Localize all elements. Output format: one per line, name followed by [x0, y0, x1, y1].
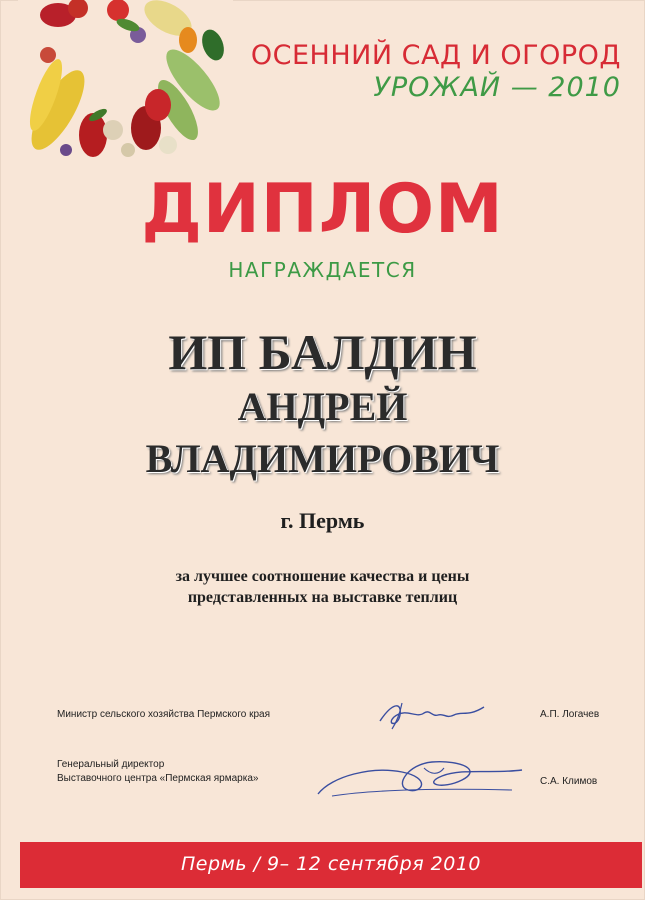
recipient-line2: АНДРЕЙ [237, 384, 408, 429]
exhibition-title [221, 40, 621, 104]
signatory2-position [57, 758, 258, 786]
footer-band [20, 842, 642, 888]
exhibition-title-line2: УРОЖАЙ — 2010 [373, 72, 621, 103]
signatory1-name: А.П. Логачев [540, 709, 600, 720]
awarded-label: НАГРАЖДАЕТСЯ [228, 258, 417, 282]
diploma-heading: ДИПЛОМ [141, 170, 504, 249]
vegetables-illustration [18, 0, 233, 175]
exhibition-title-line1: ОСЕННИЙ САД И ОГОРОД [250, 40, 621, 71]
award-reason-line1: за лучшее соотношение качества и цены [175, 568, 470, 585]
recipient-line3: ВЛАДИМИРОВИЧ [145, 436, 500, 481]
award-reason-line2: представленных на выставке теплиц [187, 589, 458, 606]
recipient-city: г. Пермь [280, 508, 365, 533]
footer-place-date: Пермь / 9– 12 сентября 2010 [180, 853, 482, 875]
signature-1 [372, 693, 492, 733]
signatory2-name: С.А. Климов [540, 776, 598, 787]
signatory2-position-line2: Выставочного центра «Пермская ярмарка» [57, 773, 259, 784]
recipient-line1: ИП БАЛДИН [168, 324, 477, 380]
signatory1-position: Министр сельского хозяйства Пермского края [57, 709, 270, 720]
signatory2-position-line1: Генеральный директор [57, 759, 165, 770]
award-reason [0, 566, 645, 608]
signature-2 [312, 746, 532, 806]
